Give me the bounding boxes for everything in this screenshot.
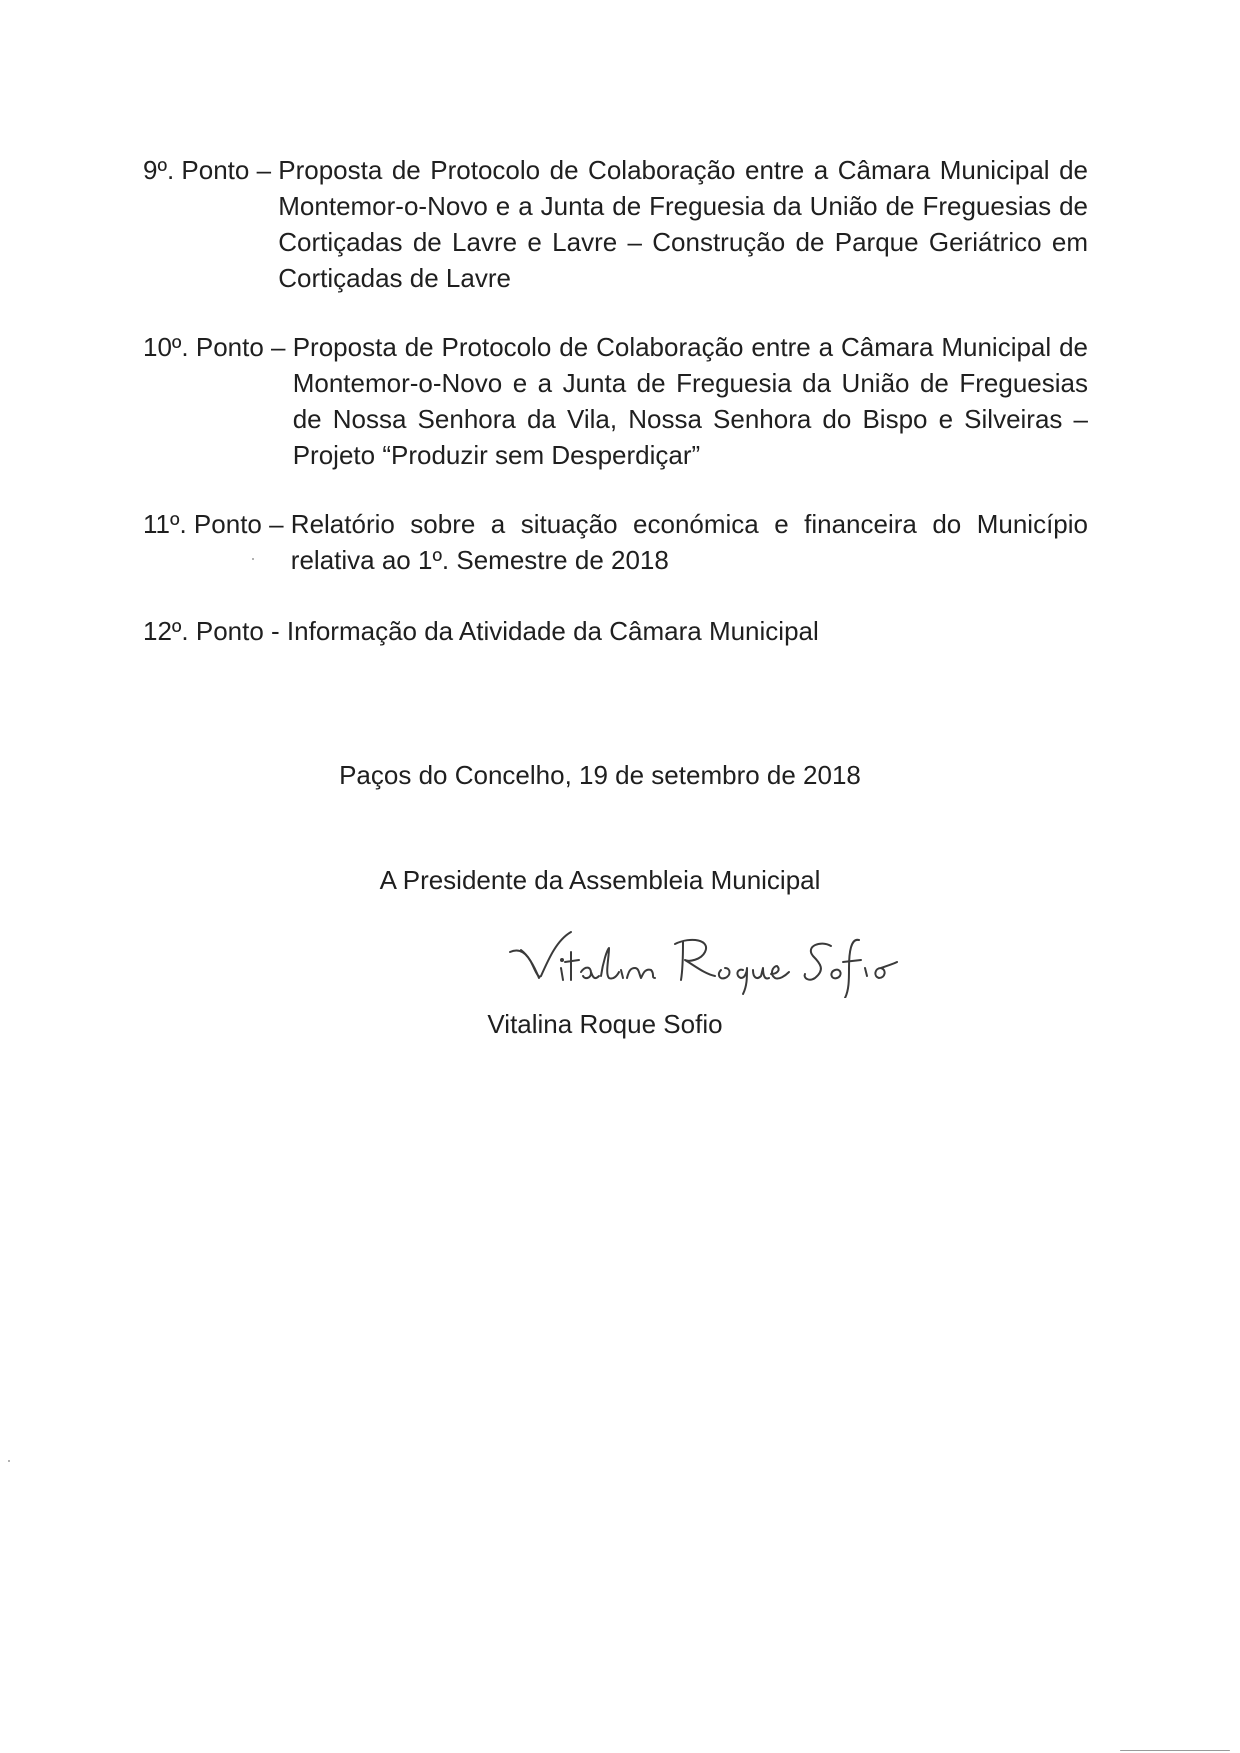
agenda-item-9 bbox=[143, 152, 1088, 296]
agenda-item-number: 9º. Ponto – bbox=[143, 155, 279, 185]
agenda-item-number: 12º. Ponto - bbox=[143, 616, 287, 646]
agenda-item-text: Informação da Atividade da Câmara Municipal bbox=[286, 616, 819, 646]
signer-role: A Presidente da Assembleia Municipal bbox=[379, 865, 821, 895]
scan-speck bbox=[8, 1460, 10, 1462]
agenda-item-number: 10º. Ponto – bbox=[143, 332, 293, 362]
agenda-item-text: Relatório sobre a situação económica e financeira do Município relativa ao 1º. Semestre de 2018 bbox=[290, 509, 1088, 575]
scan-edge bbox=[1120, 1750, 1230, 1751]
agenda-item-12 bbox=[143, 613, 1088, 649]
agenda-item-text: Proposta de Protocolo de Colaboração entre a Câmara Municipal de Montemor-o-Novo e a Junta de Freguesia da União de Freguesias de Nossa Senhora da Vila, Nossa Senhora do Bispo e Silveiras – Projeto “Produzir sem Desperdiçar” bbox=[292, 332, 1088, 470]
handwritten-signature bbox=[505, 918, 905, 998]
agenda-item-11 bbox=[143, 506, 1088, 578]
signer-name: Vitalina Roque Sofio bbox=[487, 1009, 723, 1039]
agenda-item-text: Proposta de Protocolo de Colaboração entre a Câmara Municipal de Montemor-o-Novo e a Junta de Freguesia da União de Freguesias de Cortiçadas de Lavre e Lavre – Construção de Parque Geriátrico em Cortiçadas de Lavre bbox=[278, 155, 1088, 293]
scan-speck bbox=[252, 558, 254, 560]
agenda-item-10 bbox=[143, 329, 1088, 473]
agenda-item-number: 11º. Ponto – bbox=[143, 509, 291, 539]
place-and-date: Paços do Concelho, 19 de setembro de 2018 bbox=[339, 760, 861, 790]
